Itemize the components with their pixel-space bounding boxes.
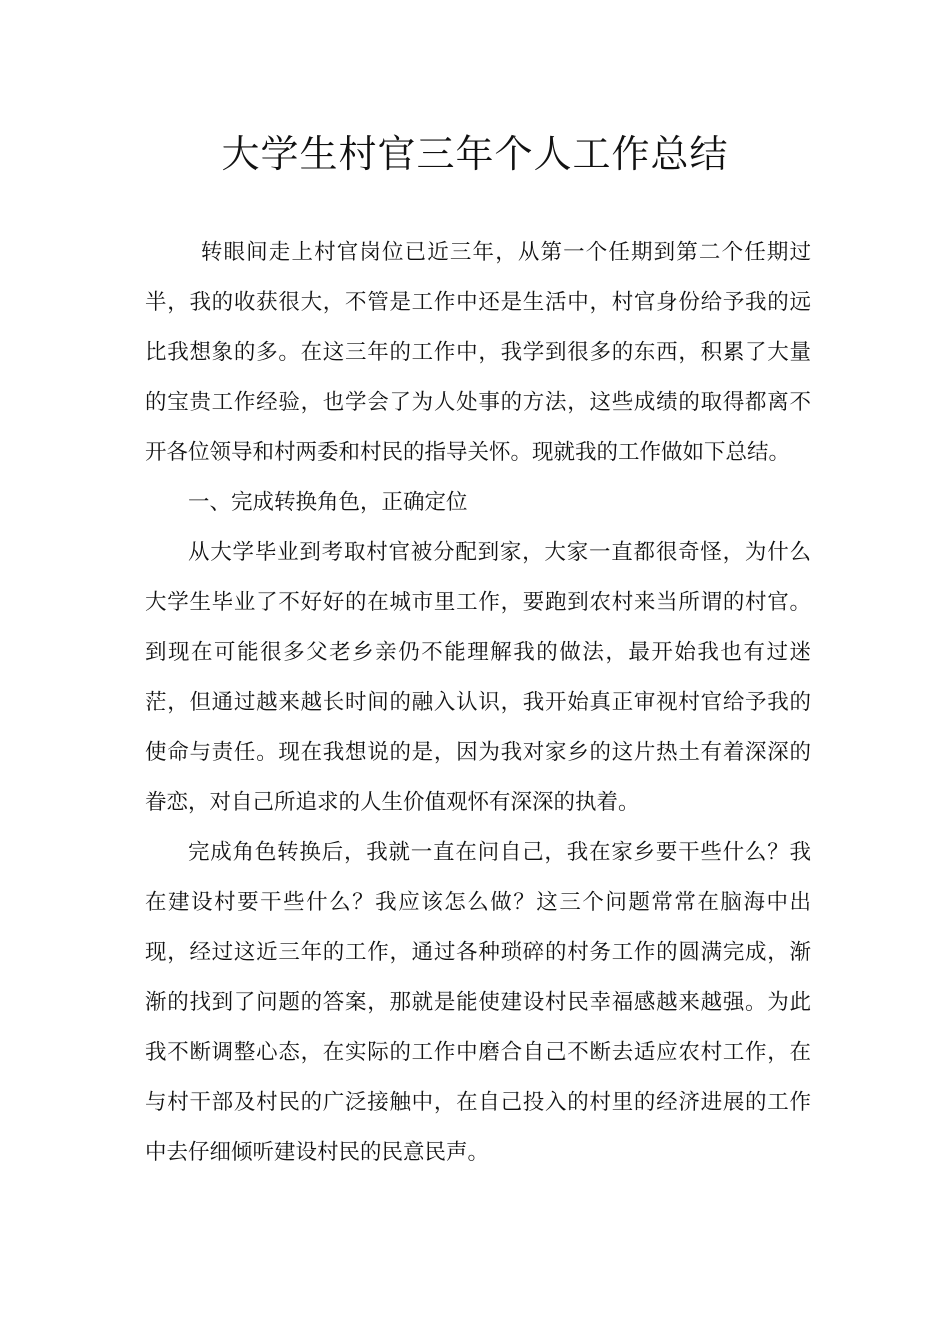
paragraph-role-change: 从大学毕业到考取村官被分配到家，大家一直都很奇怪，为什么大学生毕业了不好好的在城市里工作，要跑到农村来当所谓的村官。到现在可能很多父老乡亲仍不能理解我的做法，最开始我也有过迷茫，但通过越来越长时间的融入认识，我开始真正审视村官给予我的使命与责任。现在我想说的是，因为我对家乡的这片热土有着深深的眷恋，对自己所追求的人生价值观怀有深深的执着。 [145, 540, 811, 815]
paragraph-intro: 转眼间走上村官岗位已近三年，从第一个任期到第二个任期过半，我的收获很大，不管是工作中还是生活中，村官身份给予我的远比我想象的多。在这三年的工作中，我学到很多的东西，积累了大量的宝贵工作经验，也学会了为人处事的方法，这些成绩的取得都离不开各位领导和村两委和村民的指导关怀。现就我的工作做如下总结。 [145, 240, 811, 465]
section-heading-1: 一、完成转换角色，正确定位 [188, 490, 468, 515]
paragraph-reflection: 完成角色转换后，我就一直在问自己，我在家乡要干些什么？我在建设村要干些什么？我应该怎么做？这三个问题常常在脑海中出现，经过这近三年的工作，通过各种琐碎的村务工作的圆满完成，渐渐的找到了问题的答案，那就是能使建设村民幸福感越来越强。为此我不断调整心态，在实际的工作中磨合自己不断去适应农村工作，在与村干部及村民的广泛接触中，在自己投入的村里的经济进展的工作中去仔细倾听建设村民的民意民声。 [145, 840, 811, 1165]
document-body [145, 228, 811, 1178]
document-title: 大学生村官三年个人工作总结 [221, 132, 729, 176]
